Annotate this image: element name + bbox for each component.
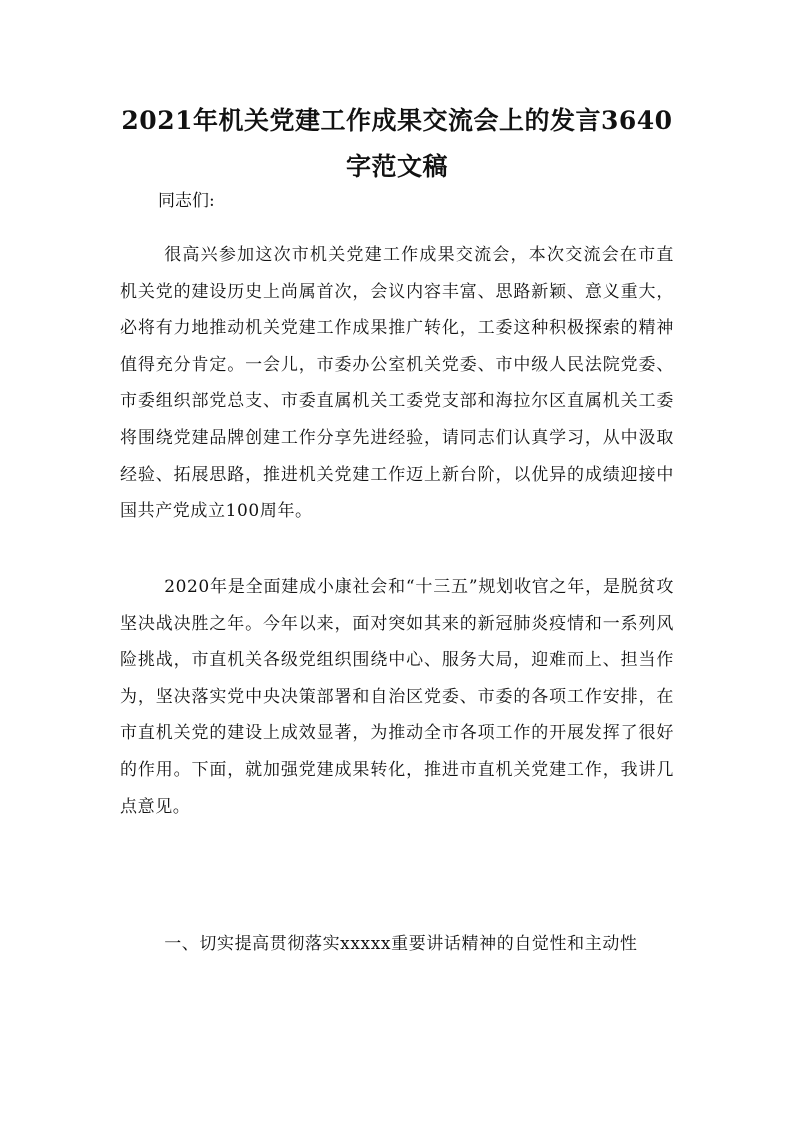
document-title: 2021年机关党建工作成果交流会上的发言3640字范文稿 bbox=[121, 106, 673, 181]
paragraph-intro: 很高兴参加这次市机关党建工作成果交流会，本次交流会在市直机关党的建设历史上尚属首次，会议内容丰富、思路新颖、意义重大，必将有力地推动机关党建工作成果推广转化，工委这种积极探索的精神值得充分肯定。一会儿，市委办公室机关党委、市中级人民法院党委、市委组织部党总支、市委直属机关工委党支部和海拉尔区直属机关工委将围绕党建品牌创建工作分享先进经验，请同志们认真学习，从中汲取经验、拓展思路，推进机关党建工作迈上新台阶，以优异的成绩迎接中国共产党成立100周年。 bbox=[120, 245, 674, 522]
paragraph-background: 2020年是全面建成小康社会和“十三五”规划收官之年，是脱贫攻坚决战决胜之年。今年以来，面对突如其来的新冠肺炎疫情和一系列风险挑战，市直机关各级党组织围绕中心、服务大局，迎难而上、担当作为，坚决落实党中央决策部署和自治区党委、市委的各项工作安排，在市直机关党的建设上成效显著，为推动全市各项工作的开展发挥了很好的作用。下面，就加强党建成果转化，推进市直机关党建工作，我讲几点意见。 bbox=[120, 577, 674, 817]
section-heading-1: 一、切实提高贯彻落实xxxxx重要讲话精神的自觉性和主动性 bbox=[164, 934, 638, 954]
greeting: 同志们: bbox=[158, 191, 215, 211]
